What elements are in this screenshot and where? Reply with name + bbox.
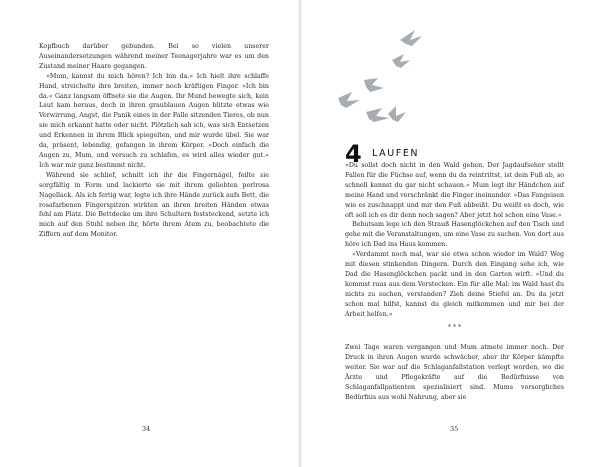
page-number: 34 xyxy=(142,425,151,433)
paragraph: Behutsam lege ich den Strauß Hasenglöckchen auf den Tisch und gehe mit die Veranstaltungen, um eine Vase zu suchen. Von dort aus höre ich Dad ins Haus kommen. xyxy=(345,221,564,249)
page-number: 35 xyxy=(450,425,459,433)
paragraph: Während sie schlief, schnitt ich ihr die Fingernägel, feilte sie sorgfältig in Form und lackierte sie mit ihrem geliebten perlrosa Nagellack. Als ich fertig war, legte ich ihre Hände zurück aufs Bett, die rosafarbenen Fingerspitzen wirkten an ihren breiten Händen etwas fehl am Platz. Die Bettdecke um ihre Schultern feststeckend, setzte ich mich auf den Stuhl neben ihr, hörte ihrem Atem zu, beobachtete die Ziffern auf dem Monitor. xyxy=(39,171,269,239)
chapter-number: 4 xyxy=(345,140,362,168)
paragraph: Zwei Tage waren vergangen und Mum atmete immer noch. Der Druck in ihren Augen wurde schwächer, aber ihr Körper kämpfte weiter. Sie war auf die Schlaganfallstation verlegt worden, wo die Ärzte und Pflegekräfte auf die Bedürfnisse von Schlaganfallpatienten spezialisiert sind. Mums vorsorgliches Bedürfnis aus wohl Nahrung, aber sie xyxy=(345,344,564,401)
right-page-text xyxy=(345,161,564,320)
left-page-text xyxy=(39,42,269,240)
right-page-text-continued xyxy=(345,343,564,402)
paragraph: »Verdammt noch mal, war sie etwa schon wieder im Wald? Weg mit diesen stinkenden Dingern. Durch den Eingang sehe ich, wie Dad die Hasenglöckchen packt und in den Garten wirft. »Und du kommst raus aus dem Verstecken. Ein für alle Mal: im Wald hast du nichts zu suchen, verstanden? Zieh deine Stiefel an. Du da jetzt schon mal hilfst, kannst du gleich mitkommen und mir bei der Arbeit helfen.« xyxy=(345,251,564,318)
swallow-icon xyxy=(364,78,384,92)
chapter-title: LAUFEN xyxy=(372,148,420,159)
paragraph: »Mum, kannst du mich hören? Ich bin da.« Ich hielt ihre schlaffe Hand, streichelte ihre breiten, immer noch kräftigen Finger. »Ich bin da.« Ganz langsam öffnete sie die Augen. Ihr Mund bewegte sich, kein Laut kam heraus, doch in ihren graublauen Augen blitzte etwas wie Verwirrung, Angst, die Panik eines in der Falle sitzenden Tieres, ob nun sie mich erkannt hatte oder nicht. Plötzlich sah ich, was sich Entsetzen und Erkennen in ihrem Blick spiegelten, und mir wurde übel. Sie war da, präsent, lebendig, gefangen in ihrem Körper. »Doch einfach die Augen zu, Mum, und versuch zu schlafen, es wird alles wieder gut.« Ich war mir ganz bestimmt nicht. xyxy=(39,72,269,169)
swallow-icon xyxy=(388,106,406,122)
paragraph: Kopfbuch darüber gebunden. Bei so vielen unserer Auseinandersetzungen während meiner Teenagerjahre war es um den Zustand meiner Haare gegangen. xyxy=(39,43,269,70)
paragraph: »Du sollst doch nicht in den Wald gehen. Der Jagdaufseher stellt Fallen für die Füchse auf, wenn du da reintrittst, ist dein Fuß ab, so schnell kannst du gar nicht schauen.« Mum legt ihr Händchen auf meine Hand und verschränkt die Finger ineinander. »Das Fangeisen wie es zuschnappt und mir den Fuß abbeißt. Du weißt es doch, wie oft soll ich es dir denn noch sagen? Aber jetzt hol schon eine Vase.« xyxy=(345,162,564,219)
swallow-icon xyxy=(338,92,360,108)
swallow-icon xyxy=(366,108,390,122)
section-break-ornament: *** xyxy=(448,324,463,331)
swallow-icon xyxy=(400,30,422,46)
swallows-illustration xyxy=(320,18,430,138)
swallow-icon xyxy=(392,54,410,68)
